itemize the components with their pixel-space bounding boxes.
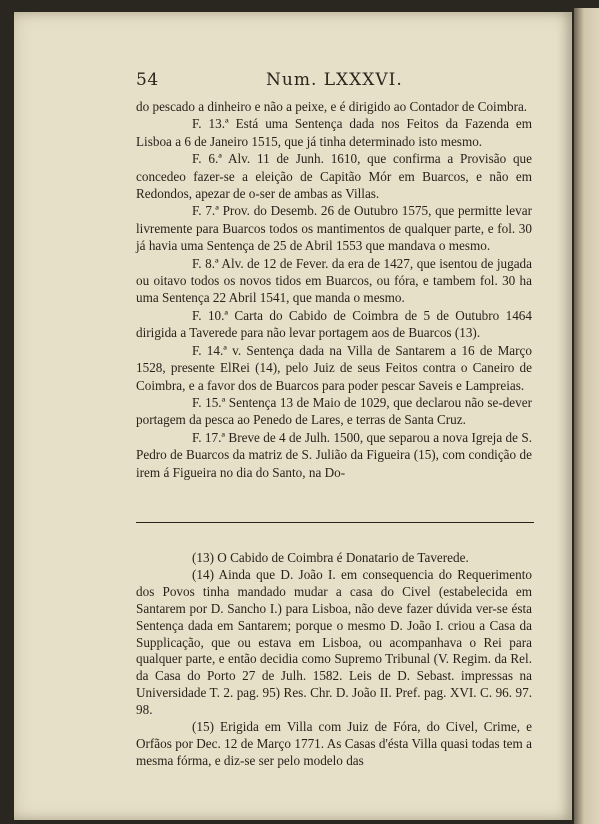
- body-paragraph: F. 7.ª Prov. do Desemb. 26 de Outubro 1575, que permitte levar livremente para Buarcos todos os mantimentos de qualquer parte, e fol. 30 já havia uma Sentença de 25 de Abril 1553 que mandava o mesmo.: [136, 203, 532, 254]
- body-paragraph: F. 13.ª Está uma Sentença dada nos Feitos da Fazenda em Lisboa a 6 de Janeiro 1515, que já tinha determinado isto mesmo.: [136, 116, 532, 149]
- body-paragraph: F. 8.ª Alv. de 12 de Fever. da era de 1427, que isentou de jugada ou oitavo todos os novos tidos em Buarcos, ou fóra, e tambem fol. 30 ha uma Sentença 22 Abril 1541, que manda o mesmo.: [136, 255, 532, 306]
- body-paragraph: F. 14.ª v. Sentença dada na Villa de Santarem a 16 de Março 1528, presente ElRei (14), pelo Juiz de seus Feitos contra o Caneiro de Coimbra, e a favor dos de Buarcos para poder pescar Saveis e Lampreias.: [136, 342, 532, 393]
- main-text: [136, 98, 532, 481]
- page-number: 54: [136, 70, 159, 90]
- page-header: [136, 70, 526, 96]
- body-paragraph: F. 10.ª Carta do Cabido de Coimbra de 5 de Outubro 1464 dirigida a Taverede para não levar portagem aos de Buarcos (13).: [136, 307, 532, 341]
- footnote: (13) O Cabido de Coimbra é Donatario de Taverede.: [192, 550, 469, 565]
- body-paragraph: F. 17.ª Breve de 4 de Julh. 1500, que separou a nova Igreja de S. Pedro de Buarcos da matriz de S. Julião da Figueira (15), com condição de irem á Figueira no dia do Santo, na Do-: [136, 429, 532, 480]
- body-paragraph: do pescado a dinheiro e não a peixe, e é dirigido ao Contador de Coimbra.: [136, 99, 528, 114]
- footnotes: [136, 550, 532, 770]
- footnote: (14) Ainda que D. João I. em consequencia do Requerimento dos Povos tinha mandado mudar a casa do Civel (estabelecida em Santarem por D. Sancho I.) para Lisboa, não deve fazer dúvida ver-se ésta Sentença dada em Santarem; porque o mesmo D. João I. criou a Casa da Supplicação, que ou estava em Lisboa, ou acompanhava o Rei para qualquer parte, e então decidia como Supremo Tribunal (V. Regim. da Rel. da Casa do Porto 27 de Julh. 1582. Leis de D. Sebast. impressas na Universidade T. 2. pag. 95) Res. Chr. D. João II. Pref. pag. XVI. C. 96. 97. 98.: [136, 566, 532, 718]
- adjacent-page-edge: [574, 8, 599, 824]
- body-paragraph: F. 6.ª Alv. 11 de Junh. 1610, que confirma a Provisão que concedeo fazer-se a eleição de Capitão Mór em Buarcos, e não em Redondos, apezar de o-ser de ambas as Villas.: [136, 151, 532, 202]
- body-paragraph: F. 15.ª Sentença 13 de Maio de 1029, que declarou não se-dever portagem da pesca ao Penedo de Lares, e terras de Santa Cruz.: [136, 394, 532, 428]
- footnote: (15) Erigida em Villa com Juiz de Fóra, do Civel, Crime, e Orfãos por Dec. 12 de Março 1771. As Casas d'ésta Villa quasi todas tem a mesma fórma, e diz-se ser pelo modelo das: [136, 719, 532, 768]
- footnote-divider: [136, 522, 534, 523]
- running-title: Num. LXXXVI.: [266, 70, 403, 90]
